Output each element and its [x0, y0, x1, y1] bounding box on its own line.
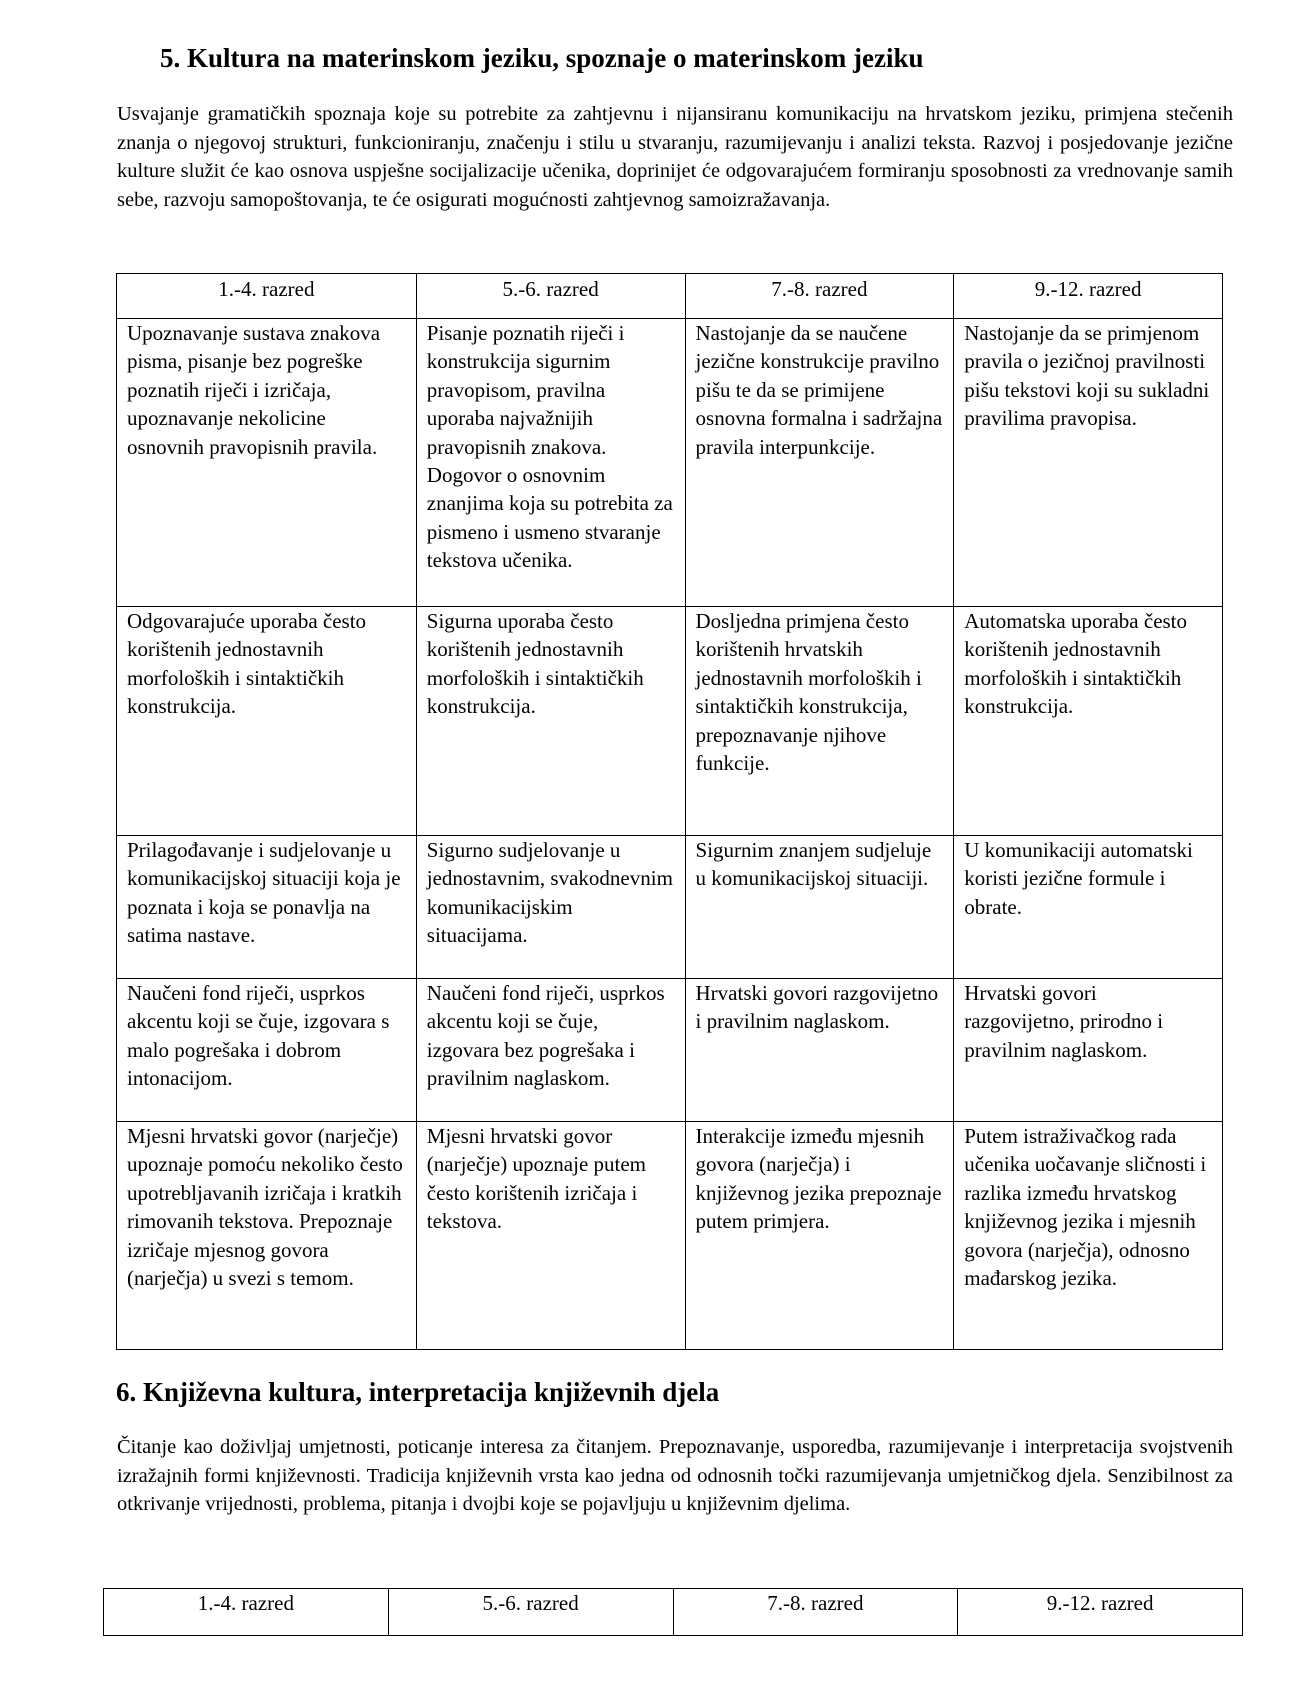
- section-5-heading: 5. Kultura na materinskom jeziku, spoznaje o materinskom jeziku: [160, 43, 924, 73]
- column-header: 9.-12. razred: [958, 1589, 1243, 1636]
- table-cell: Upoznavanje sustava znakova pisma, pisanje bez pogreške poznatih riječi i izričaja, upoznavanje nekolicine osnovnih pravopisnih pravila.: [117, 319, 417, 607]
- table-cell: Interakcije između mjesnih govora (narječja) i književnog jezika prepoznaje putem primjera.: [685, 1122, 954, 1350]
- table-cell: Naučeni fond riječi, usprkos akcentu koji se čuje, izgovara bez pogrešaka i pravilnim naglaskom.: [416, 979, 685, 1122]
- table-cell: Sigurno sudjelovanje u jednostavnim, svakodnevnim komunikacijskim situacijama.: [416, 836, 685, 979]
- column-header: 1.-4. razred: [117, 274, 417, 319]
- section-5-table: [116, 273, 1223, 1350]
- table-cell: Putem istraživačkog rada učenika uočavanje sličnosti i razlika između hrvatskog književnog jezika i mjesnih govora (narječja), odnosno mađarskog jezika.: [954, 1122, 1223, 1350]
- column-header: 9.-12. razred: [954, 274, 1223, 319]
- table-cell: Hrvatski govori razgovijetno, prirodno i pravilnim naglaskom.: [954, 979, 1223, 1122]
- column-header: 7.-8. razred: [685, 274, 954, 319]
- table-cell: Pisanje poznatih riječi i konstrukcija sigurnim pravopisom, pravilna uporaba najvažnijih pravopisnih znakova. Dogovor o osnovnim znanjima koja su potrebita za pismeno i usmeno stvaranje tekstova učenika.: [416, 319, 685, 607]
- column-header: 5.-6. razred: [388, 1589, 673, 1636]
- table-cell: Naučeni fond riječi, usprkos akcentu koji se čuje, izgovara s malo pogrešaka i dobrom intonacijom.: [117, 979, 417, 1122]
- table-cell: Sigurna uporaba često korištenih jednostavnih morfoloških i sintaktičkih konstrukcija.: [416, 607, 685, 836]
- section-5-paragraph: Usvajanje gramatičkih spoznaja koje su potrebite za zahtjevnu i nijansiranu komunikaciju na hrvatskom jeziku, primjena stečenih znanja o njegovoj strukturi, funkcioniranju, značenju i stilu u stvaranju, razumijevanju i analizi teksta. Razvoj i posjedovanje jezične kulture služit će kao osnova uspješne socijalizacije učenika, doprinijet će odgovarajućem formiranju sposobnosti za vrednovanje samih sebe, razvoju samopoštovanja, te će osigurati mogućnosti zahtjevnog samoizražavanja.: [117, 103, 1233, 211]
- table-row: [117, 319, 1223, 607]
- table-row: [117, 1122, 1223, 1350]
- column-header: 7.-8. razred: [673, 1589, 958, 1636]
- table-header-row: [104, 1589, 1243, 1636]
- column-header: 1.-4. razred: [104, 1589, 389, 1636]
- column-header: 5.-6. razred: [416, 274, 685, 319]
- table-row: [117, 836, 1223, 979]
- table-cell: Nastojanje da se primjenom pravila o jezičnoj pravilnosti pišu tekstovi koji su sukladni pravilima pravopisa.: [954, 319, 1223, 607]
- table-cell: Mjesni hrvatski govor (narječje) upoznaje pomoću nekoliko često upotrebljavanih izričaja i kratkih rimovanih tekstova. Prepoznaje izričaje mjesnog govora (narječja) u svezi s temom.: [117, 1122, 417, 1350]
- table-cell: Automatska uporaba često korištenih jednostavnih morfoloških i sintaktičkih konstrukcija.: [954, 607, 1223, 836]
- table-row: [117, 607, 1223, 836]
- section-6-table: [103, 1588, 1243, 1636]
- table-cell: Prilagođavanje i sudjelovanje u komunikacijskoj situaciji koja je poznata i koja se ponavlja na satima nastave.: [117, 836, 417, 979]
- section-6-paragraph: Čitanje kao doživljaj umjetnosti, poticanje interesa za čitanjem. Prepoznavanje, usporedba, razumijevanje i interpretacija svojstvenih izražajnih formi književnosti. Tradicija književnih vrsta kao jedna od odnosnih točki razumijevanja umjetničkog djela. Senzibilnost za otkrivanje vrijednosti, problema, pitanja i dvojbi koje se pojavljuju u književnim djelima.: [117, 1436, 1233, 1515]
- table-cell: Nastojanje da se naučene jezične konstrukcije pravilno pišu te da se primijene osnovna formalna i sadržajna pravila interpunkcije.: [685, 319, 954, 607]
- table-cell: Odgovarajuće uporaba često korištenih jednostavnih morfoloških i sintaktičkih konstrukcija.: [117, 607, 417, 836]
- table-cell: Mjesni hrvatski govor (narječje) upoznaje putem često korištenih izričaja i tekstova.: [416, 1122, 685, 1350]
- table-header-row: [117, 274, 1223, 319]
- table-cell: Sigurnim znanjem sudjeluje u komunikacijskoj situaciji.: [685, 836, 954, 979]
- table-row: [117, 979, 1223, 1122]
- section-6-heading: 6. Književna kultura, interpretacija književnih djela: [116, 1377, 720, 1407]
- table-cell: U komunikaciji automatski koristi jezične formule i obrate.: [954, 836, 1223, 979]
- table-cell: Dosljedna primjena često korištenih hrvatskih jednostavnih morfoloških i sintaktičkih konstrukcija, prepoznavanje njihove funkcije.: [685, 607, 954, 836]
- table-cell: Hrvatski govori razgovijetno i pravilnim naglaskom.: [685, 979, 954, 1122]
